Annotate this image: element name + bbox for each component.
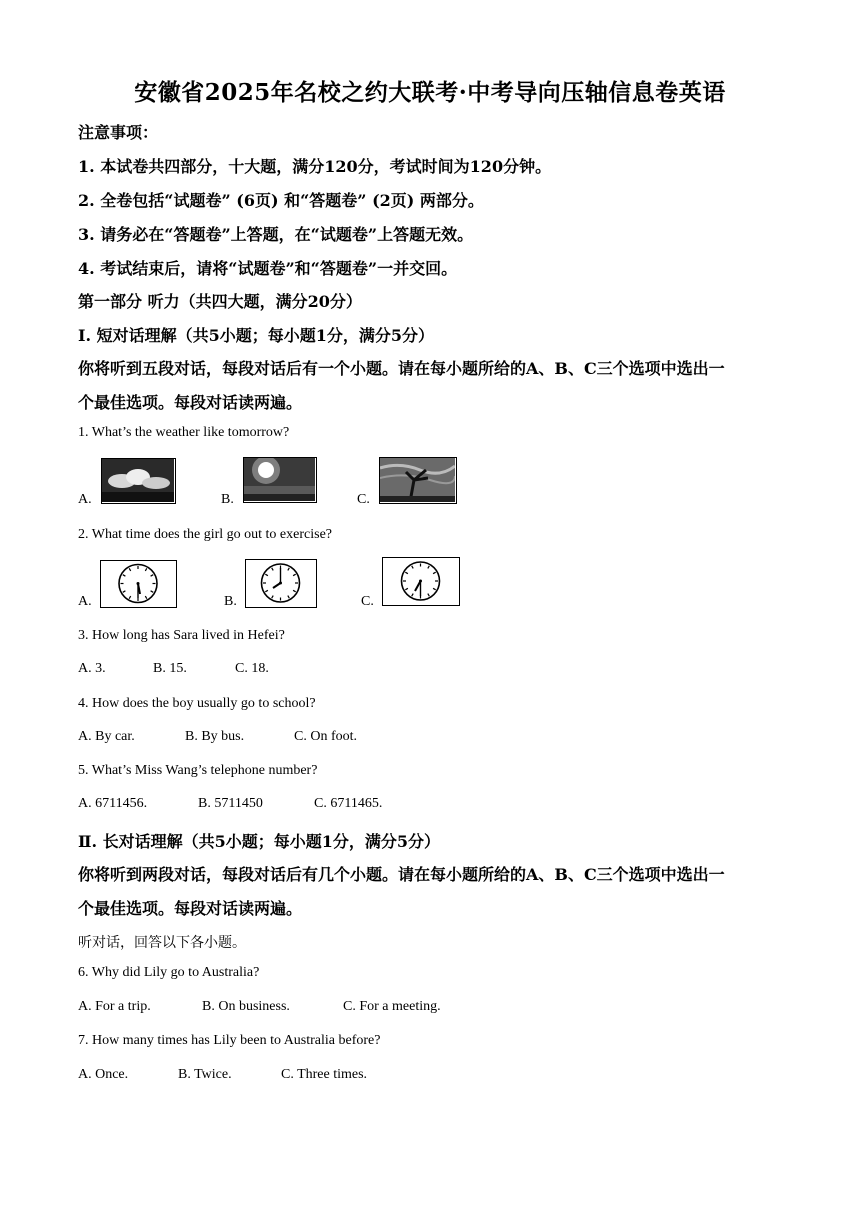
q6-option-b: B. On business.	[202, 999, 290, 1014]
clock-six-thirty	[100, 560, 177, 608]
q5-option-c: C. 6711465.	[314, 796, 383, 811]
q4-option-a: A. By car.	[78, 729, 135, 744]
q2-option-a-label: A.	[78, 594, 92, 609]
q4-option-b: B. By bus.	[185, 729, 245, 744]
part1-heading: 第一部分 听力（共四大题，满分20分）	[78, 292, 362, 311]
q6-option-c: C. For a meeting.	[343, 999, 441, 1014]
q3-option-b: B. 15.	[153, 661, 187, 676]
q5-option-b: B. 5711450	[198, 796, 263, 811]
q2-option-b-label: B.	[224, 594, 237, 609]
note-4: 4. 考试结束后，请将“试题卷”和“答题卷”一并交回。	[78, 259, 458, 278]
q6-option-a: A. For a trip.	[78, 999, 151, 1014]
section1-instruction: 你将听到五段对话，每段对话后有一个小题。请在每小题所给的A、B、C三个选项中选出一	[78, 359, 725, 378]
q3-option-c: C. 18.	[235, 661, 269, 676]
question-7: 7. How many times has Lily been to Australia before?	[78, 1033, 381, 1048]
listen-note: 听对话，回答以下各小题。	[78, 935, 246, 951]
clock-eight	[245, 559, 317, 608]
q5-option-a: A. 6711456.	[78, 796, 148, 811]
sunny-sky-image	[243, 457, 317, 503]
q7-option-a: A. Once.	[78, 1067, 129, 1082]
q2-option-c-label: C.	[361, 594, 374, 609]
cloudy-sky-image	[101, 458, 176, 504]
question-1: 1. What’s the weather like tomorrow?	[78, 425, 290, 440]
q1-option-c-label: C.	[357, 492, 370, 507]
q3-options	[78, 661, 269, 677]
section2-heading: Ⅱ. 长对话理解（共5小题；每小题1分，满分5分）	[78, 832, 441, 851]
q1-option-a-label: A.	[78, 492, 92, 507]
note-1: 1. 本试卷共四部分，十大题，满分120分，考试时间为120分钟。	[78, 157, 552, 176]
section1-heading: I. 短对话理解（共5小题；每小题1分，满分5分）	[78, 326, 435, 345]
q1-option-b-label: B.	[221, 492, 234, 507]
q3-option-a: A. 3.	[78, 661, 106, 676]
note-3: 3. 请务必在“答题卷”上答题，在“试题卷”上答题无效。	[78, 225, 474, 244]
section1-instruction-cont: 个最佳选项。每段对话读两遍。	[78, 393, 303, 412]
q5-options	[78, 796, 382, 812]
clock-seven-thirty	[382, 557, 460, 606]
note-2: 2. 全卷包括“试题卷” (6页) 和“答题卷” (2页) 两部分。	[78, 191, 484, 210]
windy-tree-image	[379, 457, 457, 504]
notes-heading: 注意事项：	[78, 123, 159, 142]
question-5: 5. What’s Miss Wang’s telephone number?	[78, 763, 318, 778]
q7-options	[78, 1067, 367, 1083]
question-4: 4. How does the boy usually go to school?	[78, 696, 316, 711]
q4-option-c: C. On foot.	[294, 729, 357, 744]
section2-instruction: 你将听到两段对话，每段对话后有几个小题。请在每小题所给的A、B、C三个选项中选出一	[78, 865, 725, 884]
question-3: 3. How long has Sara lived in Hefei?	[78, 628, 285, 643]
q4-options	[78, 729, 357, 745]
page-title: 安徽省2025年名校之约大联考·中考导向压轴信息卷英语	[134, 79, 726, 106]
section2-instruction-cont: 个最佳选项。每段对话读两遍。	[78, 899, 303, 918]
question-2: 2. What time does the girl go out to exercise?	[78, 527, 333, 542]
q6-options	[78, 999, 441, 1015]
q7-option-b: B. Twice.	[178, 1067, 232, 1082]
question-6: 6. Why did Lily go to Australia?	[78, 965, 260, 980]
q7-option-c: C. Three times.	[281, 1067, 368, 1082]
